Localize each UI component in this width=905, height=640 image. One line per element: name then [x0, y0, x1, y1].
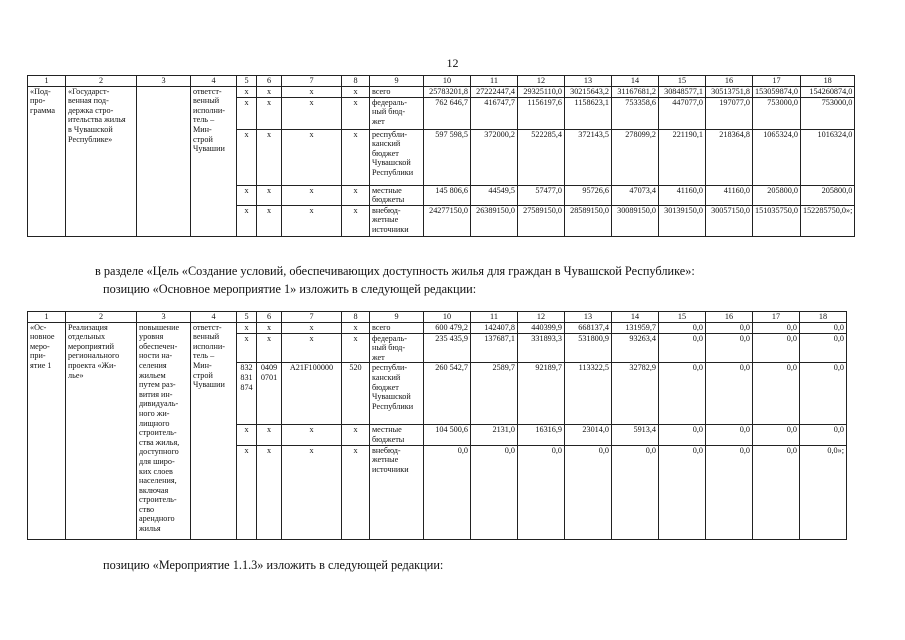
funding-value-cell: 25783201,8: [424, 86, 471, 97]
code-section-cell: x: [257, 129, 282, 185]
funding-value-cell: 30057150,0: [706, 205, 753, 236]
paragraph-main-event-intro: позицию «Основное мероприятие 1» изложить в следующей редакции:: [103, 282, 477, 296]
code-expense-type-cell: x: [342, 333, 370, 363]
funding-value-cell: 372000,2: [471, 129, 518, 185]
funding-value-cell: 197077,0: [706, 97, 753, 129]
funding-value-cell: 522285,4: [518, 129, 565, 185]
funding-value-cell: 0,0: [471, 445, 518, 539]
code-target-article-cell: x: [282, 333, 342, 363]
funding-value-cell: 1016324,0: [800, 129, 854, 185]
funding-value-cell: 2131,0: [471, 425, 518, 445]
funding-value-cell: 0,0: [753, 425, 800, 445]
column-number: 3: [137, 312, 191, 323]
funding-value-cell: 0,0: [706, 445, 753, 539]
funding-value-cell: 221190,1: [659, 129, 706, 185]
column-number: 5: [237, 312, 257, 323]
funding-value-cell: 597 598,5: [424, 129, 471, 185]
table-subprogram: [27, 75, 855, 237]
funding-source-cell: республи- канский бюджет Чувашской Республики: [370, 363, 424, 425]
funding-value-cell: 26389150,0: [471, 205, 518, 236]
column-number: 9: [370, 312, 424, 323]
code-grbs-cell: x: [237, 185, 257, 205]
funding-value-cell: 1158623,1: [565, 97, 612, 129]
column-number: 8: [342, 312, 370, 323]
code-target-article-cell: x: [282, 322, 342, 333]
funding-value-cell: 372143,5: [565, 129, 612, 185]
code-grbs-cell: 832 831 874: [237, 363, 257, 425]
column-number: 1: [28, 76, 66, 87]
code-section-cell: x: [257, 97, 282, 129]
column-number: 14: [612, 76, 659, 87]
column-number: 18: [800, 76, 854, 87]
code-expense-type-cell: x: [342, 97, 370, 129]
funding-value-cell: 331893,3: [518, 333, 565, 363]
funding-source-cell: внебюд- жетные источники: [370, 205, 424, 236]
funding-value-cell: 142407,8: [471, 322, 518, 333]
funding-source-cell: местные бюджеты: [370, 425, 424, 445]
table-header-row: [28, 76, 855, 87]
funding-value-cell: 0,0: [753, 363, 800, 425]
column-number: 12: [518, 76, 565, 87]
code-section-cell: x: [257, 322, 282, 333]
code-section-cell: x: [257, 185, 282, 205]
column-number: 3: [137, 76, 191, 87]
funding-source-cell: местные бюджеты: [370, 185, 424, 205]
funding-value-cell: 30139150,0: [659, 205, 706, 236]
code-expense-type-cell: x: [342, 129, 370, 185]
program-name-cell: Реализация отдельных мероприятий регионального проекта «Жи- лье»: [66, 322, 137, 539]
code-grbs-cell: x: [237, 322, 257, 333]
code-grbs-cell: x: [237, 97, 257, 129]
funding-value-cell: 0,0: [753, 445, 800, 539]
table-row: [28, 322, 847, 333]
code-grbs-cell: x: [237, 86, 257, 97]
column-number: 17: [753, 312, 800, 323]
funding-value-cell: 440399,9: [518, 322, 565, 333]
funding-value-cell: 762 646,7: [424, 97, 471, 129]
column-number: 9: [370, 76, 424, 87]
code-target-article-cell: A21F100000: [282, 363, 342, 425]
code-section-cell: x: [257, 205, 282, 236]
funding-value-cell: 29325110,0: [518, 86, 565, 97]
code-target-article-cell: x: [282, 86, 342, 97]
column-number: 1: [28, 312, 66, 323]
funding-value-cell: 1156197,6: [518, 97, 565, 129]
code-section-cell: 0409 0701: [257, 363, 282, 425]
funding-value-cell: 0,0: [706, 363, 753, 425]
funding-value-cell: 151035750,0: [753, 205, 801, 236]
column-number: 16: [706, 312, 753, 323]
funding-value-cell: 668137,4: [565, 322, 612, 333]
funding-source-cell: внебюд- жетные источники: [370, 445, 424, 539]
code-grbs-cell: x: [237, 129, 257, 185]
funding-value-cell: 753358,6: [612, 97, 659, 129]
funding-value-cell: 30848577,1: [659, 86, 706, 97]
funding-source-cell: республи- канский бюджет Чувашской Республики: [370, 129, 424, 185]
funding-value-cell: 0,0: [753, 333, 800, 363]
funding-value-cell: 0,0: [659, 333, 706, 363]
funding-value-cell: 235 435,9: [424, 333, 471, 363]
code-target-article-cell: x: [282, 185, 342, 205]
code-grbs-cell: x: [237, 333, 257, 363]
funding-value-cell: 447077,0: [659, 97, 706, 129]
funding-value-cell: 0,0: [565, 445, 612, 539]
funding-value-cell: 16316,9: [518, 425, 565, 445]
funding-value-cell: 153059874,0: [753, 86, 801, 97]
column-number: 12: [518, 312, 565, 323]
funding-value-cell: 30513751,8: [706, 86, 753, 97]
funding-value-cell: 0,0: [659, 322, 706, 333]
funding-value-cell: 41160,0: [659, 185, 706, 205]
funding-value-cell: 260 542,7: [424, 363, 471, 425]
code-target-article-cell: x: [282, 205, 342, 236]
funding-value-cell: 0,0: [706, 425, 753, 445]
code-section-cell: x: [257, 86, 282, 97]
funding-value-cell: 152285750,0»;: [800, 205, 854, 236]
funding-value-cell: 531800,9: [565, 333, 612, 363]
code-expense-type-cell: x: [342, 185, 370, 205]
column-number: 6: [257, 76, 282, 87]
funding-value-cell: 0,0: [659, 363, 706, 425]
column-number: 15: [659, 312, 706, 323]
code-expense-type-cell: 520: [342, 363, 370, 425]
funding-value-cell: 28589150,0: [565, 205, 612, 236]
table-main-event-1: [27, 311, 847, 540]
column-number: 6: [257, 312, 282, 323]
page-number: 12: [446, 56, 459, 70]
funding-value-cell: 0,0: [659, 445, 706, 539]
funding-source-cell: всего: [370, 322, 424, 333]
column-number: 5: [237, 76, 257, 87]
funding-source-cell: федераль- ный бюд- жет: [370, 333, 424, 363]
funding-value-cell: 0,0: [612, 445, 659, 539]
code-expense-type-cell: x: [342, 205, 370, 236]
column-number: 7: [282, 312, 342, 323]
column-number: 4: [191, 312, 237, 323]
code-expense-type-cell: x: [342, 425, 370, 445]
program-type-cell: «Ос- новное меро- при- ятие 1: [28, 322, 66, 539]
responsible-executor-cell: ответст- венный исполни- тель – Мин- строй Чувашии: [191, 86, 237, 236]
funding-value-cell: 154260874,0: [800, 86, 854, 97]
column-number: 7: [282, 76, 342, 87]
funding-value-cell: 104 500,6: [424, 425, 471, 445]
responsible-executor-cell: ответст- венный исполни- тель – Мин- строй Чувашии: [191, 322, 237, 539]
funding-value-cell: 753000,0: [800, 97, 854, 129]
funding-value-cell: 0,0: [518, 445, 565, 539]
program-name-cell: «Государст- венная под- держка стро- ительства жилья в Чувашской Республике»: [66, 86, 137, 236]
table-row: [28, 86, 855, 97]
funding-value-cell: 30215643,2: [565, 86, 612, 97]
funding-value-cell: 278099,2: [612, 129, 659, 185]
code-target-article-cell: x: [282, 445, 342, 539]
code-section-cell: x: [257, 425, 282, 445]
funding-value-cell: 205800,0: [800, 185, 854, 205]
column-number: 13: [565, 312, 612, 323]
funding-value-cell: 23014,0: [565, 425, 612, 445]
program-goal-cell: повышение уровня обеспечен- ности на- селения жильем путем раз- вития ин- дивидуаль- ного жи- лищного строитель- ства жилья, доступного для широ- ких слоев населения, включая строитель- ство арендного жилья: [137, 322, 191, 539]
code-target-article-cell: x: [282, 97, 342, 129]
funding-value-cell: 27589150,0: [518, 205, 565, 236]
column-number: 10: [424, 312, 471, 323]
funding-value-cell: 600 479,2: [424, 322, 471, 333]
funding-value-cell: 0,0: [800, 333, 847, 363]
funding-value-cell: 27222447,4: [471, 86, 518, 97]
funding-value-cell: 416747,7: [471, 97, 518, 129]
column-number: 18: [800, 312, 847, 323]
column-number: 8: [342, 76, 370, 87]
code-section-cell: x: [257, 445, 282, 539]
program-goal-cell: [137, 86, 191, 236]
code-target-article-cell: x: [282, 129, 342, 185]
funding-value-cell: 24277150,0: [424, 205, 471, 236]
funding-value-cell: 44549,5: [471, 185, 518, 205]
funding-value-cell: 31167681,2: [612, 86, 659, 97]
code-expense-type-cell: x: [342, 445, 370, 539]
column-number: 13: [565, 76, 612, 87]
table-header-row: [28, 312, 847, 323]
paragraph-event-113-intro: позицию «Мероприятие 1.1.3» изложить в следующей редакции:: [103, 558, 444, 572]
paragraph-section-goal: в разделе «Цель «Создание условий, обеспечивающих доступность жилья для граждан в Чувашской Республике»:: [95, 264, 695, 278]
funding-value-cell: 0,0: [706, 322, 753, 333]
funding-value-cell: 47073,4: [612, 185, 659, 205]
code-grbs-cell: x: [237, 205, 257, 236]
funding-value-cell: 218364,8: [706, 129, 753, 185]
column-number: 2: [66, 76, 137, 87]
code-grbs-cell: x: [237, 445, 257, 539]
funding-value-cell: 2589,7: [471, 363, 518, 425]
column-number: 4: [191, 76, 237, 87]
funding-value-cell: 57477,0: [518, 185, 565, 205]
funding-value-cell: 41160,0: [706, 185, 753, 205]
funding-value-cell: 32782,9: [612, 363, 659, 425]
funding-value-cell: 95726,6: [565, 185, 612, 205]
funding-value-cell: 0,0: [800, 425, 847, 445]
funding-value-cell: 1065324,0: [753, 129, 801, 185]
funding-value-cell: 753000,0: [753, 97, 801, 129]
funding-value-cell: 113322,5: [565, 363, 612, 425]
column-number: 15: [659, 76, 706, 87]
code-grbs-cell: x: [237, 425, 257, 445]
funding-value-cell: 0,0: [424, 445, 471, 539]
funding-value-cell: 0,0: [800, 363, 847, 425]
column-number: 2: [66, 312, 137, 323]
code-target-article-cell: x: [282, 425, 342, 445]
funding-source-cell: федераль- ный бюд- жет: [370, 97, 424, 129]
code-expense-type-cell: x: [342, 322, 370, 333]
funding-value-cell: 30089150,0: [612, 205, 659, 236]
column-number: 11: [471, 312, 518, 323]
funding-value-cell: 131959,7: [612, 322, 659, 333]
funding-value-cell: 145 806,6: [424, 185, 471, 205]
funding-value-cell: 5913,4: [612, 425, 659, 445]
column-number: 16: [706, 76, 753, 87]
code-section-cell: x: [257, 333, 282, 363]
funding-value-cell: 0,0: [659, 425, 706, 445]
funding-value-cell: 92189,7: [518, 363, 565, 425]
column-number: 10: [424, 76, 471, 87]
code-expense-type-cell: x: [342, 86, 370, 97]
funding-value-cell: 0,0»;: [800, 445, 847, 539]
funding-value-cell: 205800,0: [753, 185, 801, 205]
column-number: 14: [612, 312, 659, 323]
column-number: 17: [753, 76, 801, 87]
program-type-cell: «Под- про- грамма: [28, 86, 66, 236]
funding-value-cell: 0,0: [800, 322, 847, 333]
funding-value-cell: 0,0: [753, 322, 800, 333]
funding-value-cell: 93263,4: [612, 333, 659, 363]
funding-value-cell: 137687,1: [471, 333, 518, 363]
funding-value-cell: 0,0: [706, 333, 753, 363]
funding-source-cell: всего: [370, 86, 424, 97]
column-number: 11: [471, 76, 518, 87]
